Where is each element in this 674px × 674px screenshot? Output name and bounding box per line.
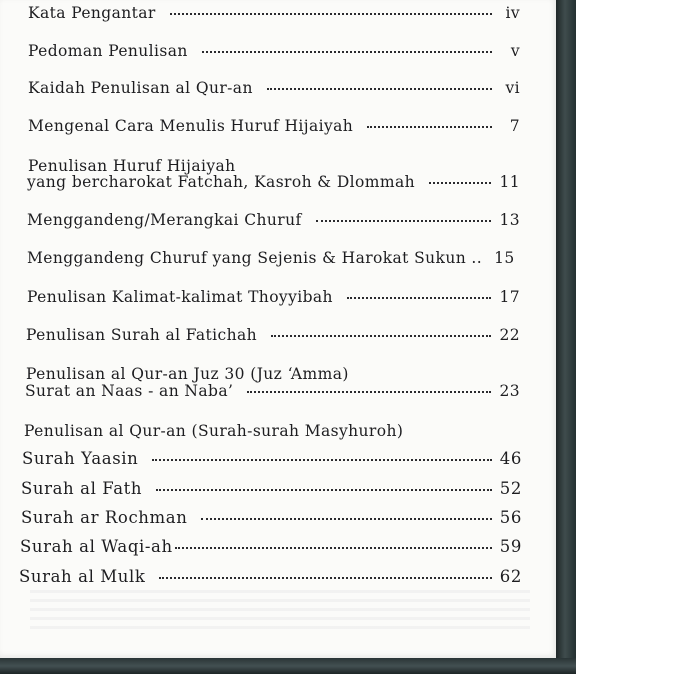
dot-leader [247,389,491,393]
toc-entry[interactable] [28,42,520,60]
toc-entry-title: Kaidah Penulisan al Qur-an [28,79,253,97]
toc-entry-surah[interactable] [19,567,522,586]
toc-entry-title: Surah al Waqi-ah [20,537,173,556]
toc-entry-surah[interactable] [22,449,522,468]
toc-entry-title-line1: Penulisan Huruf Hijaiyah [28,157,236,175]
toc-entry[interactable] [27,249,520,267]
toc-entry-title: yang bercharokat Fatchah, Kasroh & Dlommah [27,173,415,191]
toc-entry-page: 13 [499,211,520,229]
dot-leader [159,575,491,579]
toc-entry-surah[interactable] [20,537,522,556]
dot-leader [316,218,492,222]
dot-leader [152,457,491,461]
toc-entry[interactable] [27,288,520,306]
toc-entry-page: 56 [499,508,522,527]
toc-entry-title: Menggandeng/Merangkai Churuf [27,211,302,229]
toc-entry[interactable] [28,79,520,97]
dot-leader [201,516,491,520]
toc-entry-page: 46 [499,449,522,468]
toc-entry-surah[interactable] [21,479,522,498]
toc-entry-page: 11 [499,173,520,191]
dot-leader [156,487,492,491]
toc-entry-page: 23 [499,382,520,400]
dot-leader [429,180,492,184]
toc-entry-surah[interactable] [21,508,522,527]
toc-entry-page: iv [505,4,520,22]
dot-leader [170,11,492,15]
dot-leader [175,545,492,549]
toc-entry-title: Menggandeng Churuf yang Sejenis & Harokat Sukun .. [27,249,483,267]
toc-entry[interactable] [28,117,520,135]
toc-entry-title: Penulisan Kalimat-kalimat Thoyyibah [27,288,333,306]
toc-entry-page: 15 [494,249,515,267]
dot-leader [267,86,492,90]
toc-entry [25,382,520,400]
toc-entry-page: v [510,42,520,60]
toc-entry-title: Mengenal Cara Menulis Huruf Hijaiyah [28,117,354,135]
toc-entry[interactable] [28,4,520,22]
toc-entry-page: 52 [499,479,522,498]
toc-entry-page: 62 [499,567,522,586]
dot-leader [367,124,492,128]
toc-entry-title: Penulisan Surah al Fatichah [26,326,257,344]
toc-entry-page: vi [505,79,520,97]
toc-entry[interactable] [27,211,520,229]
toc-entry-page: 17 [499,288,520,306]
section-heading: Penulisan al Qur-an (Surah-surah Masyhuroh) [24,422,404,440]
dot-leader [202,49,492,53]
toc-entry-page: 7 [509,117,520,135]
toc-entry-title: Surat an Naas - an Naba’ [25,382,234,400]
toc-entry-title: Surah Yaasin [22,449,139,468]
toc-entry-title: Surah al Mulk [19,567,146,586]
toc-entry [27,173,520,191]
toc-entry-title: Pedoman Penulisan [28,42,188,60]
toc-entry-title-line1: Penulisan al Qur-an Juz 30 (Juz ‘Amma) [26,365,349,383]
toc-entry-title: Surah al Fath [21,479,143,498]
binder-cover-edge-right [556,0,576,674]
toc-entry-title: Surah ar Rochman [21,508,188,527]
binder-cover-edge-bottom [0,658,576,674]
toc-entry[interactable] [26,326,520,344]
toc-entry-page: 22 [499,326,520,344]
toc-entry-page: 59 [499,537,522,556]
dot-leader [347,295,492,299]
toc-entry-title: Kata Pengantar [28,4,156,22]
dot-leader [271,333,491,337]
